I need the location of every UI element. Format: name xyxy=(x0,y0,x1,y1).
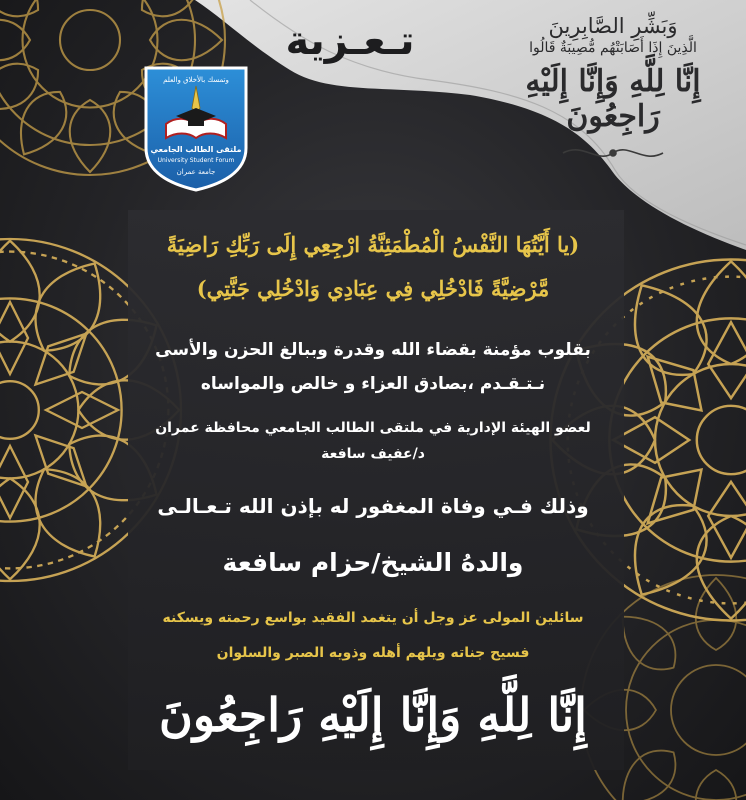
top-verse xyxy=(488,14,738,170)
verse-line-2: الَّذِينَ إِذَا أَصَابَتْهُم مُّصِيبَةٌ قَالُوا xyxy=(529,40,697,56)
logo-name-en: University Student Forum xyxy=(157,157,235,164)
verse-calligraphy: إِنَّا لِلَّهِ وَإِنَّا إِلَيْهِ رَاجِعُونَ xyxy=(525,64,701,134)
quran-verse-line-2: مَّرْضِيَّةً فَادْخُلِي فِي عِبَادِي وَادْخُلِي جَنَّتِي) xyxy=(196,276,550,301)
footer-calligraphy: إِنَّا لِلَّهِ وَإِنَّا إِلَيْهِ رَاجِعُونَ xyxy=(159,688,587,742)
flourish-ornament-icon xyxy=(553,140,673,166)
forum-logo xyxy=(142,64,250,192)
condolence-line-2: نـتـقـدم ،بصادق العزاء و خالص والمواساه xyxy=(200,374,546,394)
condolence-line-1: بقلوب مؤمنة بقضاء الله وقدرة وببالغ الحزن والأسى xyxy=(155,340,591,360)
passing-line: وذلك فـي وفاة المغفور له بإذن الله تـعـالـى xyxy=(157,494,589,518)
quran-verse-line-1: (يا أَيَّتُهَا النَّفْسُ الْمُطْمَئِنَّةُ ارْجِعِي إِلَى رَبِّكِ رَاضِيَةً xyxy=(166,232,580,257)
deceased-name: والدهُ الشيخ/حزام سافعة xyxy=(222,548,524,577)
verse-line-1: وَبَشِّرِ الصَّابِرِينَ xyxy=(548,14,678,38)
logo-top-text: وتمسك بالأخلاق والعلم xyxy=(163,76,229,84)
title: تـعـزية xyxy=(285,18,415,64)
logo-sub: جامعة عمران xyxy=(176,168,216,176)
prayer-line-1: سائلين المولى عز وجل أن يتغمد الفقيد بواسع رحمته ويسكنه xyxy=(162,610,584,626)
recipient-name: د/عفيف سافعة xyxy=(321,446,425,462)
logo-name-ar: ملتقى الطالب الجامعي xyxy=(150,145,242,154)
recipient-line: لعضو الهيئة الإدارية في ملتقى الطالب الجامعي محافظة عمران xyxy=(155,420,591,436)
prayer-line-2: فسيح جناته ويلهم أهله وذويه الصبر والسلوان xyxy=(216,645,530,661)
